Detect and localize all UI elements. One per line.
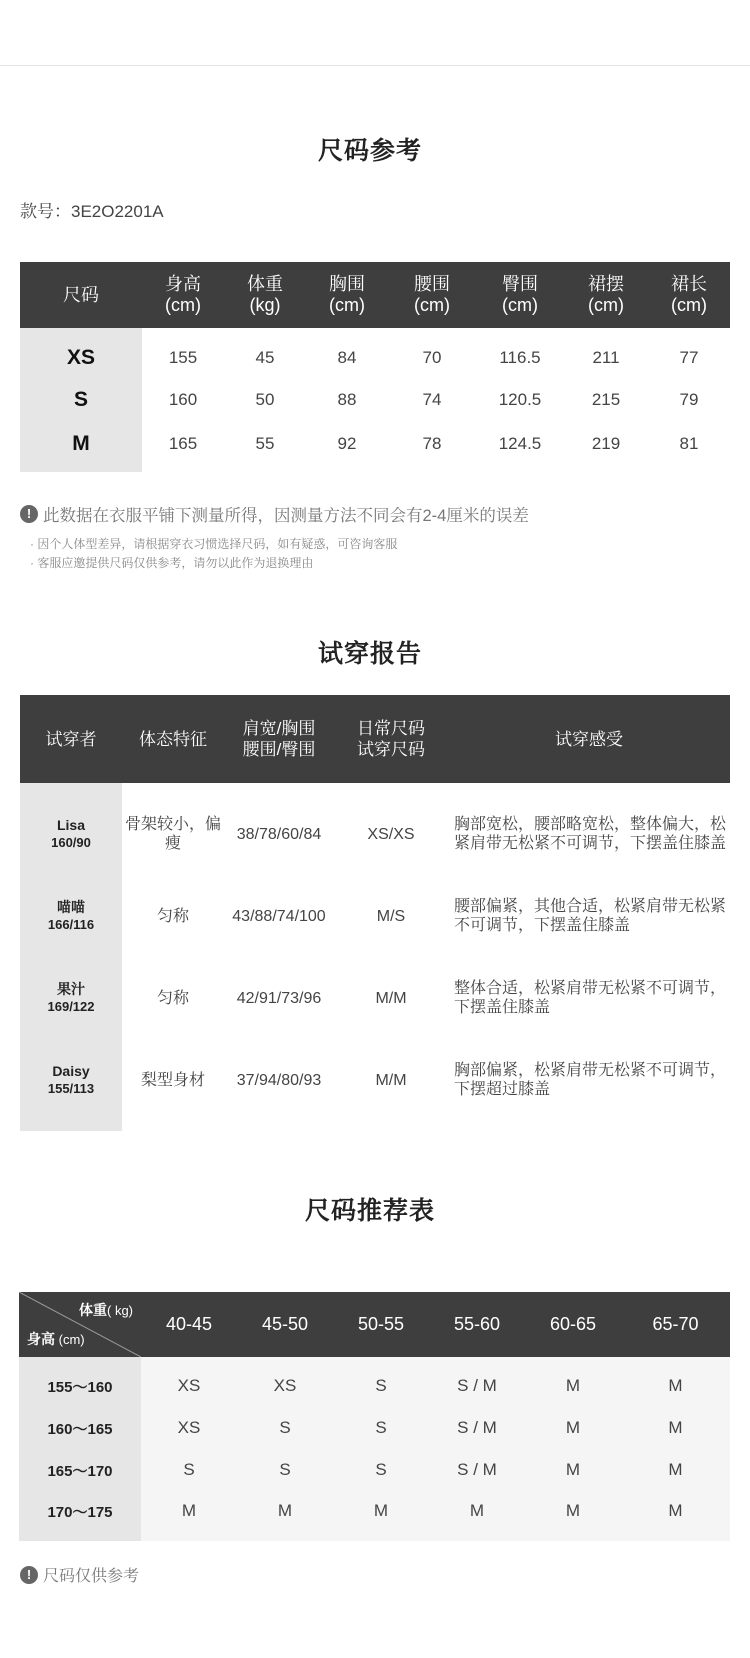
corner-height-unit: (cm) [55,1332,85,1347]
sub-note: · 因个人体型差异，请根据穿衣习惯选择尺码，如有疑惑，可咨询客服 [30,537,398,551]
header-unit: (cm) [502,295,538,315]
size-chart-title: 尺码参考 [317,137,422,165]
header-label: 臀围 [502,274,538,294]
table-cell: S / M [429,1407,525,1449]
header-label: 腰围 [414,274,450,294]
top-divider [0,65,750,66]
tester-size: 169/122 [47,999,95,1014]
size-label: XS [20,328,142,378]
tester-name: 喵喵 [57,899,85,915]
tester-name: Lisa [56,817,85,833]
exclamation-icon: ! [20,1566,38,1584]
header-unit: (cm) [329,295,365,315]
table-row [20,378,730,422]
header-label: 日常尺码 [357,719,425,738]
table-cell: 219 [591,434,621,453]
header-label: 身高 [165,274,201,294]
header-bust [306,262,388,328]
tester-name: 果汁 [57,981,85,997]
recommend-title: 尺码推荐表 [304,1197,435,1225]
weight-header: 60-65 [525,1292,621,1357]
header-label: 试穿尺码 [357,740,425,759]
body-type: 骨架较小，偏瘦 [124,816,221,852]
header-label: 体重 [247,274,283,294]
table-cell: 155 [168,348,198,367]
table-cell: S / M [429,1357,525,1407]
table-row [20,957,730,1039]
header-unit: (cm) [588,295,624,315]
style-number: 款号：3E2O2201A [20,202,164,221]
measurements: 42/91/73/96 [236,989,322,1007]
header-height [142,262,224,328]
reference-note [20,1563,139,1586]
table-cell: 81 [679,434,699,453]
table-cell: 78 [422,434,442,453]
header-label: 试穿感受 [555,729,623,749]
table-cell: 211 [592,348,620,367]
header-label: 裙摆 [588,274,624,294]
corner-header [19,1292,141,1357]
tester-cell [20,875,122,957]
table-cell: 74 [422,390,442,409]
sizes: M/M [375,989,407,1007]
table-cell: S [141,1449,237,1491]
header-sizes [334,695,448,783]
table-cell: 120.5 [498,390,542,409]
table-cell: 124.5 [498,434,542,453]
table-cell: M [429,1491,525,1541]
weight-header: 55-60 [429,1292,525,1357]
tester-cell [20,957,122,1039]
fit-feel: 胸部宽松，腰部略宽松，整体偏大，松紧肩带无松紧不可调节，下摆盖住膝盖 [454,816,727,852]
reference-note-text: 尺码仅供参考 [43,1568,140,1585]
table-cell: S [237,1407,333,1449]
corner-height-label [27,1329,85,1349]
tester-size: 166/116 [47,917,95,932]
table-cell: 116.5 [499,348,541,367]
measurements: 38/78/60/84 [236,825,322,843]
size-label: S [20,378,142,422]
table-cell: M [525,1449,621,1491]
table-cell: M [525,1357,621,1407]
fit-report-table [20,695,730,1131]
table-row [20,422,730,472]
weight-header: 65-70 [621,1292,730,1357]
table-cell: M [237,1491,333,1541]
fit-feel: 胸部偏紧，松紧肩带无松紧不可调节，下摆超过膝盖 [454,1062,727,1098]
table-cell: 92 [337,434,357,453]
table-cell: M [333,1491,429,1541]
fit-report-title: 试穿报告 [317,640,422,668]
header-size [20,262,142,328]
corner-height: 身高 [27,1331,55,1347]
table-cell: 45 [255,348,275,367]
tester-cell [20,783,122,875]
table-cell: 84 [337,348,357,367]
table-cell: M [525,1407,621,1449]
header-label: 肩宽/胸围 [242,719,316,738]
header-label: 尺码 [63,284,99,305]
header-unit: (cm) [165,295,201,315]
table-cell: M [525,1491,621,1541]
header-body-type [122,695,224,783]
sizes: M/M [375,1071,407,1089]
tester-size: 160/90 [51,835,91,850]
fit-feel: 整体合适，松紧肩带无松紧不可调节，下摆盖住膝盖 [454,980,727,1016]
height-label: 170～175 [19,1491,141,1541]
table-cell: 165 [168,434,198,453]
weight-header: 40-45 [141,1292,237,1357]
table-row [19,1491,730,1541]
size-chart-table [20,262,730,472]
table-cell: 215 [591,390,621,409]
header-measurements [224,695,334,783]
body-type: 匀称 [156,907,189,925]
table-cell: 55 [255,434,275,453]
table-cell: XS [141,1357,237,1407]
table-cell: 79 [679,390,699,409]
table-cell: M [621,1449,730,1491]
table-cell: S [237,1449,333,1491]
size-chart-header-row [20,262,730,328]
fit-header-row [20,695,730,783]
table-cell: 160 [168,390,198,409]
table-cell: M [621,1357,730,1407]
body-type: 梨型身材 [140,1071,205,1089]
table-cell: 50 [255,390,275,409]
table-row [19,1357,730,1407]
header-label: 试穿者 [45,729,97,749]
corner-weight-unit: ( kg) [107,1303,133,1318]
corner-weight-label [79,1300,133,1320]
header-hip [476,262,564,328]
corner-weight: 体重 [79,1302,107,1318]
sub-note: · 客服应邀提供尺码仅供参考，请勿以此作为退换理由 [30,556,314,570]
table-row [20,875,730,957]
header-waist [388,262,476,328]
table-cell: S [333,1407,429,1449]
measurements: 37/94/80/93 [236,1071,322,1089]
recommend-header-row [19,1292,730,1357]
header-label: 腰围/臀围 [242,740,316,759]
header-label: 胸围 [329,274,365,294]
table-cell: M [141,1491,237,1541]
tester-cell [20,1039,122,1131]
height-label: 165～170 [19,1449,141,1491]
header-length [648,262,730,328]
header-label: 体态特征 [139,729,207,749]
table-row [20,1039,730,1131]
measurements: 43/88/74/100 [232,907,326,925]
height-label: 155～160 [19,1357,141,1407]
header-unit: (kg) [249,295,281,315]
header-hem [564,262,648,328]
header-label: 裙长 [671,274,707,294]
weight-header: 50-55 [333,1292,429,1357]
header-feel [448,695,730,783]
sizes: M/S [376,907,406,925]
measurement-note-text: 此数据在衣服平铺下测量所得，因测量方法不同会有2-4厘米的误差 [43,507,529,525]
table-cell: M [621,1407,730,1449]
weight-header: 45-50 [237,1292,333,1357]
height-label: 160～165 [19,1407,141,1449]
exclamation-icon: ! [20,505,38,523]
table-cell: S [333,1449,429,1491]
table-row [19,1407,730,1449]
header-unit: (cm) [671,295,707,315]
table-cell: 70 [422,348,442,367]
table-cell: S [333,1357,429,1407]
table-cell: 77 [679,348,699,367]
table-cell: S / M [429,1449,525,1491]
table-row [19,1449,730,1491]
table-cell: 88 [337,390,357,409]
measurement-note [20,502,529,526]
size-label: M [20,422,142,472]
body-type: 匀称 [156,989,189,1007]
size-recommend-table [19,1292,730,1541]
table-cell: XS [141,1407,237,1449]
tester-size: 155/113 [47,1081,95,1096]
sizes: XS/XS [367,825,415,843]
fit-feel: 腰部偏紧，其他合适，松紧肩带无松紧不可调节，下摆盖住膝盖 [454,898,727,934]
table-cell: M [621,1491,730,1541]
tester-name: Daisy [52,1063,90,1079]
header-tester [20,695,122,783]
header-weight [224,262,306,328]
table-row [20,783,730,875]
table-row [20,328,730,378]
header-unit: (cm) [414,295,450,315]
table-cell: XS [237,1357,333,1407]
